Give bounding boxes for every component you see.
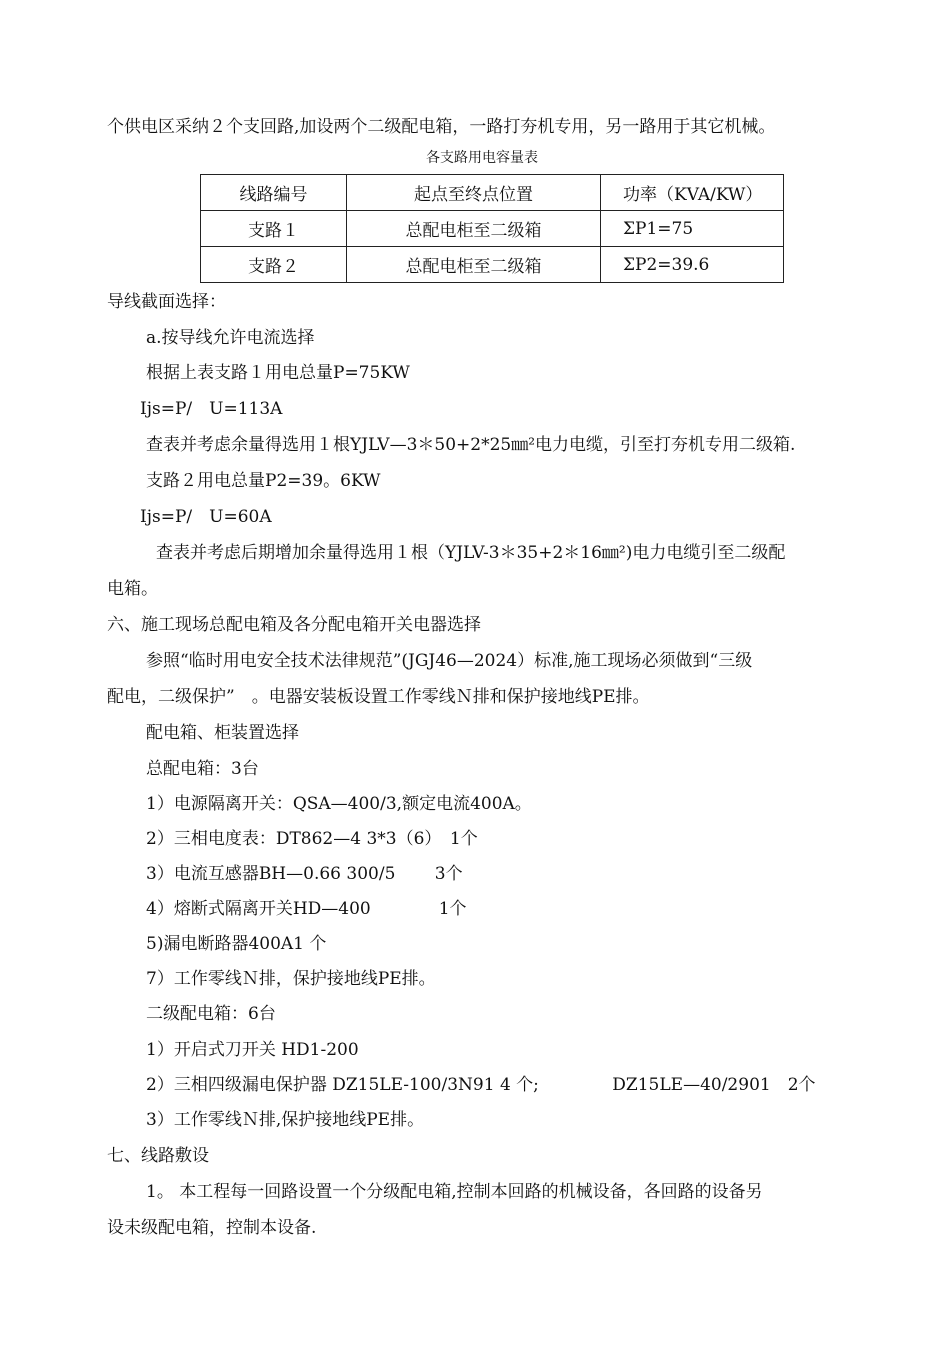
- text-line: 二级配电箱：6台: [146, 1004, 276, 1024]
- list-item: 1）开启式刀开关 HD1-200: [146, 1040, 359, 1060]
- header-location: 起点至终点位置: [347, 175, 601, 211]
- list-item: 4）熔断式隔离开关HD—400 1个: [146, 899, 467, 919]
- list-item: 1）电源隔离开关：QSA—400/3,额定电流400A。: [146, 794, 532, 814]
- cell-power: ΣP2=39.6: [601, 247, 784, 283]
- text-line: 根据上表支路１用电总量P=75KW: [146, 363, 410, 383]
- text-line: 设未级配电箱，控制本设备.: [107, 1218, 317, 1238]
- header-line-no: 线路编号: [201, 175, 347, 211]
- list-item: 7）工作零线Ｎ排，保护接地线PE排。: [146, 969, 436, 989]
- text-line: 配电，二级保护” 。电器安装板设置工作零线Ｎ排和保护接地线PE排。: [107, 687, 650, 707]
- text-line: 查表并考虑后期增加余量得选用１根（YJLV-3＊35+2＊16㎜²)电力电缆引至二级配: [156, 543, 786, 563]
- cell-location: 总配电柜至二级箱: [347, 247, 601, 283]
- cell-location: 总配电柜至二级箱: [347, 211, 601, 247]
- table-header-row: [201, 175, 784, 211]
- cell-line-no: 支路２: [201, 247, 347, 283]
- list-item: 5)漏电断路器400A1 个: [146, 934, 327, 954]
- heading-wire-section: 导线截面选择：: [107, 292, 226, 312]
- formula-line: Ijs=P/ U=113A: [140, 399, 283, 419]
- text-line: 参照“临时用电安全技术法律规范”(JGJ46—2024）标准,施工现场必须做到“三级: [146, 651, 753, 671]
- text-line: 配电箱、柜装置选择: [146, 723, 299, 743]
- list-item: 3）电流互感器BH—0.66 300/5 3个: [146, 864, 463, 884]
- formula-line: Ijs=P/ U=60A: [140, 507, 272, 527]
- intro-paragraph: 个供电区采纳２个支回路,加设两个二级配电箱，一路打夯机专用，另一路用于其它机械。: [107, 117, 776, 137]
- capacity-table: [200, 174, 784, 283]
- section-heading: 七、线路敷设: [107, 1146, 209, 1166]
- section-heading: 六、施工现场总配电箱及各分配电箱开关电器选择: [107, 615, 481, 635]
- text-line: a.按导线允许电流选择: [146, 328, 315, 348]
- table-row: [201, 211, 784, 247]
- text-line: 总配电箱：3台: [146, 759, 259, 779]
- table-row: [201, 247, 784, 283]
- list-item: 2）三相四级漏电保护器 DZ15LE-100/3N91 4 个; DZ15LE—40/2901 2个: [146, 1075, 816, 1095]
- header-power: 功率（KVA/KW）: [601, 175, 784, 211]
- cell-line-no: 支路１: [201, 211, 347, 247]
- text-line: 查表并考虑余量得选用１根YJLV—3＊50+2*25㎜²电力电缆，引至打夯机专用二级箱.: [146, 435, 796, 455]
- text-line: 1。 本工程每一回路设置一个分级配电箱,控制本回路的机械设备，各回路的设备另: [146, 1182, 763, 1202]
- cell-power: ΣP1=75: [601, 211, 784, 247]
- list-item: 2）三相电度表：DT862—4 3*3（6） 1个: [146, 829, 478, 849]
- table-caption: 各支路用电容量表: [426, 150, 538, 166]
- text-line: 支路２用电总量P2=39。6KW: [146, 471, 381, 491]
- list-item: 3）工作零线Ｎ排,保护接地线PE排。: [146, 1110, 425, 1130]
- text-line: 电箱。: [107, 579, 158, 599]
